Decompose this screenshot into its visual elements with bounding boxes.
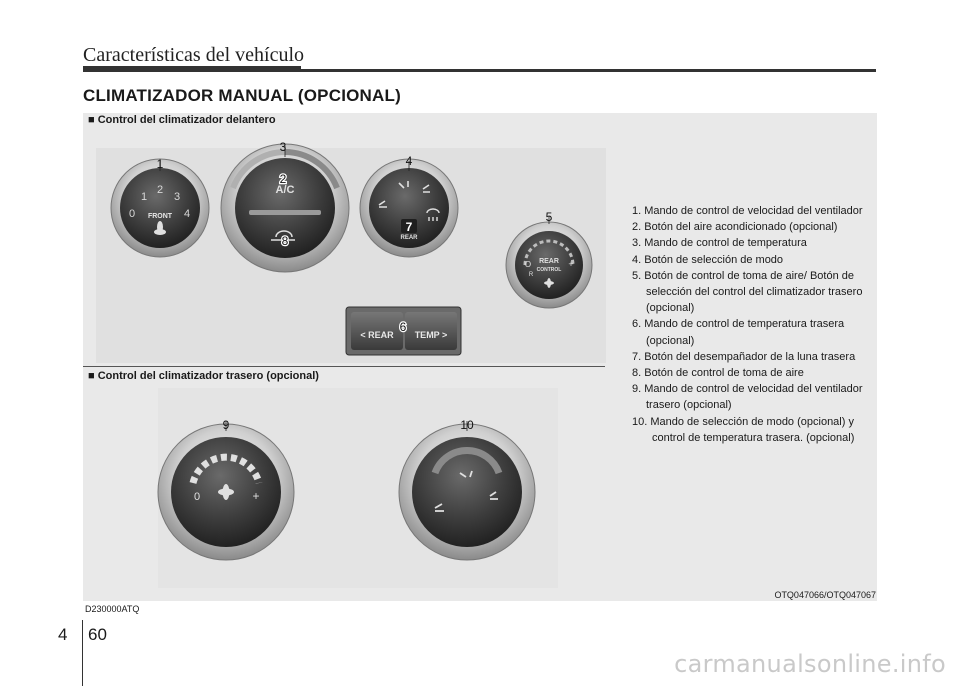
watermark: carmanualsonline.info [674, 650, 946, 678]
callout-4: 4 [405, 154, 413, 168]
fan-scale-1: 1 [140, 191, 148, 203]
controls-figure [83, 113, 613, 593]
page-footer-rule [82, 620, 83, 686]
legend-item-3: 3. Mando de control de temperatura [632, 237, 807, 250]
running-header: Características del vehículo [83, 44, 305, 66]
rear-subtitle: ■ Control del climatizador trasero (opcional) [88, 370, 319, 382]
legend-list [632, 203, 877, 446]
rear-temp-switch[interactable] [346, 307, 461, 355]
callout-8: 8 [281, 234, 289, 248]
legend-item-8: 8. Botón de control de toma de aire [632, 367, 804, 380]
section-title: CLIMATIZADOR MANUAL (OPCIONAL) [83, 86, 401, 105]
callout-5: 5 [545, 210, 553, 224]
legend-item-5: 5. Botón de control de toma de aire/ Botón de selección del control del climatizador trasero (opcional) [632, 269, 863, 315]
section-code: D230000ATQ [85, 604, 140, 614]
callout-9: 9 [222, 418, 230, 432]
legend-item-9: 9. Mando de control de velocidad del ventilador trasero (opcional) [632, 383, 863, 412]
fan-scale-2: 2 [156, 184, 164, 196]
rear-temp-left-label: < REAR [360, 330, 394, 340]
fan-front-label: FRONT [147, 213, 173, 220]
fan-scale-4: 4 [183, 208, 191, 220]
legend-item-10: 10. Mando de selección de modo (opcional) y control de temperatura trasera. (opcional) [632, 415, 855, 444]
callout-10: 10 [460, 418, 474, 432]
rear-defog-label: REAR [400, 235, 418, 241]
rear-max-label: + [568, 259, 574, 269]
rear-r-label: R [528, 272, 534, 278]
section-divider [83, 366, 605, 367]
rear-label-bottom: CONTROL [536, 267, 562, 273]
header-bar [83, 66, 301, 72]
callout-2: 2 [279, 172, 287, 186]
chapter-number: 4 [58, 625, 68, 644]
legend-item-4: 4. Botón de selección de modo [632, 253, 784, 266]
front-subtitle: ■ Control del climatizador delantero [88, 114, 276, 126]
legend-item-2: 2. Botón del aire acondicionado (opcional) [632, 221, 838, 234]
callout-6: 6 [399, 320, 407, 334]
callout-3: 3 [279, 140, 287, 154]
ac-label: A/C [275, 184, 295, 196]
callout-1: 1 [156, 157, 164, 171]
callout-7: 7 [405, 220, 413, 234]
rear-label-top: REAR [539, 258, 559, 265]
rear-fan-min: 0 [193, 491, 201, 503]
rear-temp-right-label: TEMP > [414, 330, 448, 340]
page-number: 60 [88, 625, 107, 644]
legend-item-7: 7. Botón del desempañador de la luna trasera [632, 350, 856, 363]
rear-fan-max: + [252, 489, 260, 503]
figure-code: OTQ047066/OTQ047067 [774, 590, 876, 600]
legend-item-1: 1. Mando de control de velocidad del ventilador [632, 205, 863, 217]
legend-item-6: 6. Mando de control de temperatura trasera (opcional) [632, 318, 845, 347]
fan-scale-0: 0 [128, 208, 136, 220]
rear-min-label: O [524, 260, 532, 269]
fan-scale-3: 3 [173, 191, 181, 203]
